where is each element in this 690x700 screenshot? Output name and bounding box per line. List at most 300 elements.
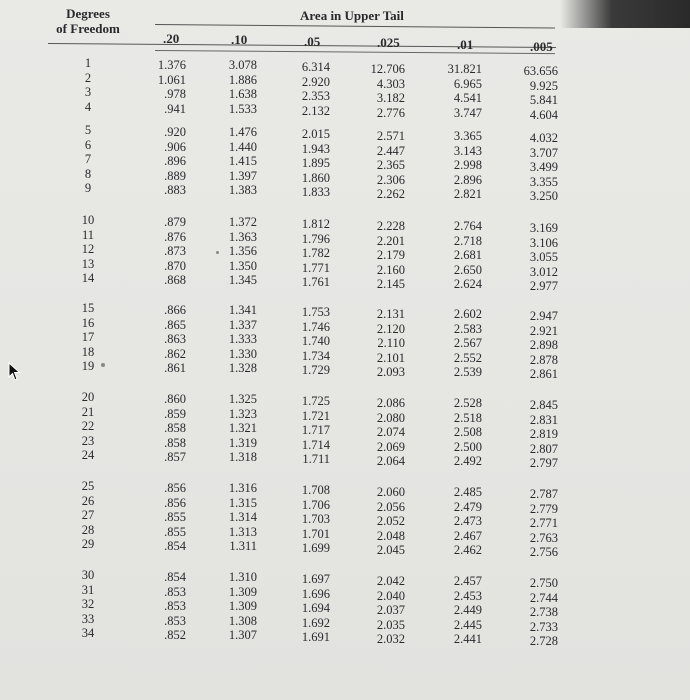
- table-cell: 2.845: [529, 398, 558, 412]
- value-column: [355, 396, 405, 469]
- table-cell: 2.064: [376, 454, 405, 468]
- value-column: [207, 570, 257, 643]
- table-cell: 2.306: [376, 172, 405, 187]
- table-cell: 6.314: [301, 60, 330, 74]
- df-header-line1: Degrees: [66, 6, 110, 21]
- table-cell: 3.250: [529, 189, 558, 203]
- df-value: 19: [81, 359, 95, 373]
- value-column: [508, 398, 558, 471]
- df-value: 5: [84, 123, 92, 137]
- table-cell: 1.333: [228, 332, 257, 346]
- table-cell: 2.831: [529, 412, 558, 427]
- df-header: [48, 6, 128, 36]
- table-cell: 2.681: [453, 248, 482, 262]
- value-column: [432, 129, 482, 202]
- table-cell: 2.492: [453, 454, 482, 468]
- table-cell: 2.750: [529, 576, 558, 590]
- table-cell: .857: [164, 450, 186, 464]
- value-column: [207, 481, 257, 554]
- value-column: [280, 127, 330, 200]
- table-cell: .853: [164, 613, 186, 628]
- table-cell: 1.638: [228, 87, 257, 101]
- table-cell: 1.308: [228, 613, 257, 628]
- table-cell: .896: [164, 154, 186, 168]
- table-cell: 1.740: [301, 334, 330, 348]
- table-cell: 1.753: [301, 305, 330, 319]
- table-cell: 2.467: [453, 528, 482, 543]
- table-cell: 2.500: [453, 439, 482, 454]
- table-cell: 2.074: [376, 425, 405, 439]
- table-cell: 1.895: [301, 156, 330, 170]
- table-cell: 1.313: [228, 524, 257, 539]
- value-column: [136, 125, 186, 198]
- table-cell: .883: [164, 183, 186, 197]
- value-column: [280, 394, 330, 467]
- df-value: 30: [81, 568, 95, 582]
- table-cell: 9.925: [529, 78, 558, 93]
- value-column: [207, 392, 257, 465]
- column-header: .10: [231, 32, 248, 47]
- table-cell: 1.309: [228, 584, 257, 599]
- df-value: 28: [81, 522, 95, 537]
- table-cell: 2.650: [453, 262, 482, 277]
- table-cell: 1.699: [301, 541, 330, 555]
- table-cell: 2.896: [453, 172, 482, 187]
- table-cell: 1.376: [157, 58, 186, 72]
- table-cell: 2.518: [453, 410, 482, 425]
- table-cell: 1.771: [301, 260, 330, 275]
- table-cell: 2.508: [453, 425, 482, 439]
- table-cell: .853: [164, 599, 186, 613]
- table-cell: 2.787: [529, 487, 558, 501]
- table-cell: 3.143: [453, 143, 482, 158]
- value-column: [432, 574, 482, 647]
- table-cell: 1.330: [228, 346, 257, 361]
- table-cell: .853: [164, 584, 186, 599]
- table-cell: 3.182: [376, 91, 405, 105]
- df-column: [76, 301, 100, 374]
- value-column: [207, 58, 257, 116]
- df-value: 3: [84, 85, 92, 99]
- table-cell: 5.841: [529, 93, 558, 107]
- table-cell: 2.201: [376, 233, 405, 248]
- table-cell: 2.738: [529, 605, 558, 619]
- table-cell: 1.721: [301, 408, 330, 423]
- table-cell: .870: [164, 258, 186, 273]
- table-cell: .862: [164, 346, 186, 361]
- table-cell: 3.355: [529, 174, 558, 189]
- table-cell: 2.040: [376, 588, 405, 603]
- table-cell: 2.797: [529, 456, 558, 470]
- df-value: 12: [81, 242, 95, 256]
- table-cell: 12.706: [370, 62, 405, 76]
- table-cell: 2.921: [529, 323, 558, 338]
- table-cell: 1.701: [301, 526, 330, 541]
- value-column: [355, 307, 405, 380]
- table-cell: 1.692: [301, 615, 330, 630]
- table-cell: 2.262: [376, 187, 405, 201]
- table-cell: .978: [164, 87, 186, 101]
- table-cell: 1.697: [301, 572, 330, 586]
- table-cell: .889: [164, 168, 186, 183]
- table-cell: 1.734: [301, 348, 330, 363]
- value-column: [136, 303, 186, 376]
- divider: [155, 50, 555, 54]
- df-column: [76, 123, 100, 196]
- table-cell: 2.445: [453, 617, 482, 632]
- table-cell: .906: [164, 139, 186, 154]
- table-cell: 2.878: [529, 352, 558, 367]
- table-cell: 2.728: [529, 634, 558, 648]
- table-cell: 1.708: [301, 483, 330, 497]
- table-cell: 2.110: [377, 336, 405, 350]
- table-cell: 1.372: [228, 215, 257, 229]
- table-cell: 31.821: [447, 62, 482, 76]
- table-cell: 1.943: [301, 141, 330, 156]
- table-cell: 2.898: [529, 338, 558, 352]
- table-cell: 3.055: [529, 250, 558, 264]
- table-cell: .873: [164, 244, 186, 258]
- divider: [48, 43, 556, 48]
- df-value: 2: [84, 70, 92, 85]
- df-column: [76, 56, 100, 114]
- df-value: 20: [81, 390, 95, 404]
- table-cell: 2.037: [376, 603, 405, 617]
- table-cell: 2.821: [453, 187, 482, 201]
- table-cell: 2.048: [376, 528, 405, 543]
- table-cell: 1.397: [228, 168, 257, 183]
- column-header: .01: [457, 37, 474, 52]
- value-column: [280, 572, 330, 645]
- table-cell: 1.440: [228, 139, 257, 154]
- table-cell: 1.311: [229, 539, 257, 553]
- table-cell: 2.365: [376, 158, 405, 172]
- value-column: [432, 219, 482, 292]
- df-value: 17: [81, 330, 95, 344]
- table-cell: 2.441: [453, 632, 482, 646]
- df-value: 29: [81, 537, 95, 551]
- table-cell: 1.350: [228, 258, 257, 273]
- value-column: [508, 309, 558, 382]
- value-column: [136, 392, 186, 465]
- df-value: 16: [81, 315, 95, 330]
- table-cell: 1.703: [301, 512, 330, 526]
- table-cell: 1.717: [301, 423, 330, 437]
- table-cell: 2.920: [301, 74, 330, 89]
- df-value: 33: [81, 611, 95, 626]
- table-cell: 1.691: [301, 630, 330, 644]
- value-column: [136, 570, 186, 643]
- speck: [216, 251, 219, 254]
- table-cell: 1.860: [301, 170, 330, 185]
- table-cell: .860: [164, 392, 186, 406]
- table-cell: 1.694: [301, 601, 330, 615]
- column-header: .005: [530, 39, 553, 54]
- table-cell: 4.032: [529, 131, 558, 145]
- table-cell: 1.315: [228, 495, 257, 510]
- table-cell: 1.729: [301, 363, 330, 377]
- divider: [155, 24, 555, 28]
- table-cell: 2.056: [376, 499, 405, 514]
- table-cell: 1.307: [228, 628, 257, 642]
- value-column: [280, 483, 330, 556]
- table-cell: 2.718: [453, 233, 482, 248]
- table-cell: 2.602: [453, 307, 482, 321]
- table-cell: 2.457: [453, 574, 482, 588]
- table-cell: 1.363: [228, 229, 257, 244]
- table-cell: 2.528: [453, 396, 482, 410]
- df-value: 11: [81, 227, 95, 242]
- table-cell: 2.776: [376, 105, 405, 120]
- table-cell: .855: [164, 510, 186, 524]
- table-cell: 1.314: [228, 510, 257, 524]
- table-cell: 2.449: [453, 603, 482, 617]
- table-cell: 1.886: [228, 72, 257, 87]
- table-cell: 1.711: [302, 452, 330, 466]
- value-column: [280, 305, 330, 378]
- table-cell: 2.015: [301, 127, 330, 141]
- df-value: 34: [81, 626, 95, 640]
- table-cell: .856: [164, 495, 186, 510]
- table-cell: 2.228: [376, 219, 405, 233]
- table-cell: 3.499: [529, 160, 558, 174]
- table-cell: 1.356: [228, 244, 257, 258]
- table-cell: 2.060: [376, 485, 405, 499]
- table-cell: 2.462: [453, 543, 482, 557]
- df-value: 10: [81, 213, 95, 227]
- table-cell: 1.319: [228, 435, 257, 450]
- df-value: 23: [81, 433, 95, 448]
- df-value: 21: [81, 404, 95, 419]
- value-column: [432, 62, 482, 120]
- df-value: 24: [81, 448, 95, 462]
- table-cell: 1.309: [228, 599, 257, 613]
- table-cell: 2.861: [529, 367, 558, 381]
- table-cell: 3.078: [228, 58, 257, 72]
- df-value: 8: [84, 166, 92, 181]
- df-value: 9: [84, 181, 92, 195]
- table-cell: 1.310: [228, 570, 257, 584]
- df-value: 6: [84, 137, 92, 152]
- df-value: 31: [81, 582, 95, 597]
- table-cell: 1.833: [301, 185, 330, 199]
- value-column: [432, 485, 482, 558]
- df-value: 25: [81, 479, 95, 493]
- table-cell: .941: [164, 101, 186, 116]
- table-cell: 2.771: [529, 516, 558, 530]
- table-cell: 1.782: [301, 246, 330, 260]
- table-cell: .859: [164, 406, 186, 421]
- table-cell: 2.764: [453, 219, 482, 233]
- table-cell: 2.977: [529, 279, 558, 293]
- table-cell: 2.032: [376, 632, 405, 646]
- table-cell: 1.476: [228, 125, 257, 139]
- df-value: 7: [84, 152, 92, 166]
- table-cell: 4.604: [529, 107, 558, 122]
- table-cell: 1.714: [301, 437, 330, 452]
- table-cell: 1.323: [228, 406, 257, 421]
- value-column: [355, 485, 405, 558]
- table-cell: 1.761: [301, 275, 330, 289]
- df-column: [76, 479, 100, 552]
- table-cell: 4.541: [453, 91, 482, 105]
- column-header: .20: [163, 31, 180, 46]
- table-cell: 2.069: [376, 439, 405, 454]
- df-value: 27: [81, 508, 95, 522]
- df-column: [76, 390, 100, 463]
- table-cell: 1.337: [228, 317, 257, 332]
- value-column: [280, 217, 330, 290]
- table-cell: 2.807: [529, 441, 558, 456]
- table-cell: 2.479: [453, 499, 482, 514]
- df-value: 15: [81, 301, 95, 315]
- df-value: 32: [81, 597, 95, 611]
- table-cell: 2.035: [376, 617, 405, 632]
- value-column: [136, 215, 186, 288]
- df-value: 22: [81, 419, 95, 433]
- value-column: [136, 58, 186, 116]
- table-cell: 1.533: [228, 101, 257, 116]
- table-cell: 1.812: [301, 217, 330, 231]
- value-column: [207, 125, 257, 198]
- table-cell: 2.132: [301, 103, 330, 118]
- table-cell: 3.365: [453, 129, 482, 143]
- table-cell: 2.539: [453, 365, 482, 379]
- area-header: Area in Upper Tail: [300, 8, 404, 23]
- df-header-line2: of Freedom: [56, 21, 120, 36]
- table-cell: 3.012: [529, 264, 558, 279]
- df-value: 1: [84, 56, 92, 70]
- table-cell: 2.733: [529, 619, 558, 634]
- table-cell: 1.321: [228, 421, 257, 435]
- df-value: 14: [81, 271, 95, 285]
- table-cell: 2.947: [529, 309, 558, 323]
- table-cell: 2.131: [376, 307, 405, 321]
- table-cell: 2.160: [376, 262, 405, 277]
- table-cell: 1.318: [228, 450, 257, 464]
- table-cell: 2.145: [376, 277, 405, 291]
- table-cell: 2.045: [376, 543, 405, 557]
- table-cell: 2.179: [376, 248, 405, 262]
- table-cell: 3.747: [453, 105, 482, 120]
- value-column: [355, 129, 405, 202]
- table-cell: 2.624: [453, 277, 482, 291]
- table-cell: 1.341: [228, 303, 257, 317]
- table-cell: 2.819: [529, 427, 558, 441]
- table-cell: 1.746: [301, 319, 330, 334]
- table-cell: .863: [164, 332, 186, 346]
- table-cell: 1.328: [228, 361, 257, 375]
- table-cell: 63.656: [523, 64, 558, 78]
- table-cell: 1.706: [301, 497, 330, 512]
- table-cell: .876: [164, 229, 186, 244]
- table-cell: 1.383: [228, 183, 257, 197]
- value-column: [508, 576, 558, 649]
- value-column: [355, 574, 405, 647]
- table-cell: 2.120: [376, 321, 405, 336]
- table-cell: 1.796: [301, 231, 330, 246]
- table-cell: 2.763: [529, 530, 558, 545]
- value-column: [207, 303, 257, 376]
- table-cell: 3.169: [529, 221, 558, 235]
- value-column: [508, 131, 558, 204]
- value-column: [432, 396, 482, 469]
- column-header: .05: [304, 34, 321, 49]
- table-cell: .854: [164, 570, 186, 584]
- arrow-pointer-icon: [8, 362, 22, 387]
- table-cell: 2.744: [529, 590, 558, 605]
- table-cell: 1.725: [301, 394, 330, 408]
- table-cell: 1.316: [228, 481, 257, 495]
- table-cell: .854: [164, 539, 186, 553]
- value-column: [508, 221, 558, 294]
- table-cell: 2.101: [376, 350, 405, 365]
- table-cell: 2.473: [453, 514, 482, 528]
- table-cell: .865: [164, 317, 186, 332]
- table-cell: 2.756: [529, 545, 558, 559]
- value-column: [355, 62, 405, 120]
- table-cell: 3.106: [529, 235, 558, 250]
- table-cell: .858: [164, 421, 186, 435]
- table-cell: 2.583: [453, 321, 482, 336]
- df-column: [76, 213, 100, 286]
- table-cell: .879: [164, 215, 186, 229]
- table-cell: 2.571: [376, 129, 405, 143]
- table-cell: 2.447: [376, 143, 405, 158]
- table-cell: 6.965: [453, 76, 482, 91]
- table-cell: 1.325: [228, 392, 257, 406]
- df-value: 4: [84, 99, 92, 114]
- value-column: [136, 481, 186, 554]
- table-cell: .855: [164, 524, 186, 539]
- table-cell: 1.061: [157, 72, 186, 87]
- value-column: [432, 307, 482, 380]
- speck: [101, 363, 105, 367]
- value-column: [280, 60, 330, 118]
- table-cell: 2.485: [453, 485, 482, 499]
- value-column: [508, 64, 558, 122]
- table-cell: 2.086: [376, 396, 405, 410]
- table-cell: 1.345: [228, 273, 257, 287]
- table-cell: .856: [164, 481, 186, 495]
- table-cell: 2.093: [376, 365, 405, 379]
- table-cell: 3.707: [529, 145, 558, 160]
- value-column: [508, 487, 558, 560]
- df-column: [76, 568, 100, 641]
- df-value: 13: [81, 256, 95, 271]
- df-value: 18: [81, 344, 95, 359]
- table-cell: 4.303: [376, 76, 405, 91]
- table-cell: 2.552: [453, 350, 482, 365]
- table-cell: 1.415: [228, 154, 257, 168]
- table-cell: 2.998: [453, 158, 482, 172]
- table-cell: 2.080: [376, 410, 405, 425]
- table-cell: 2.453: [453, 588, 482, 603]
- df-value: 26: [81, 493, 95, 508]
- table-cell: .868: [164, 273, 186, 287]
- table-cell: .852: [164, 628, 186, 642]
- value-column: [207, 215, 257, 288]
- value-column: [355, 219, 405, 292]
- table-cell: 2.779: [529, 501, 558, 516]
- table-cell: 1.696: [301, 586, 330, 601]
- table-cell: 2.042: [376, 574, 405, 588]
- table-cell: .861: [164, 361, 186, 375]
- table-cell: .866: [164, 303, 186, 317]
- table-cell: 2.567: [453, 336, 482, 350]
- table-cell: 2.353: [301, 89, 330, 103]
- table-cell: .920: [164, 125, 186, 139]
